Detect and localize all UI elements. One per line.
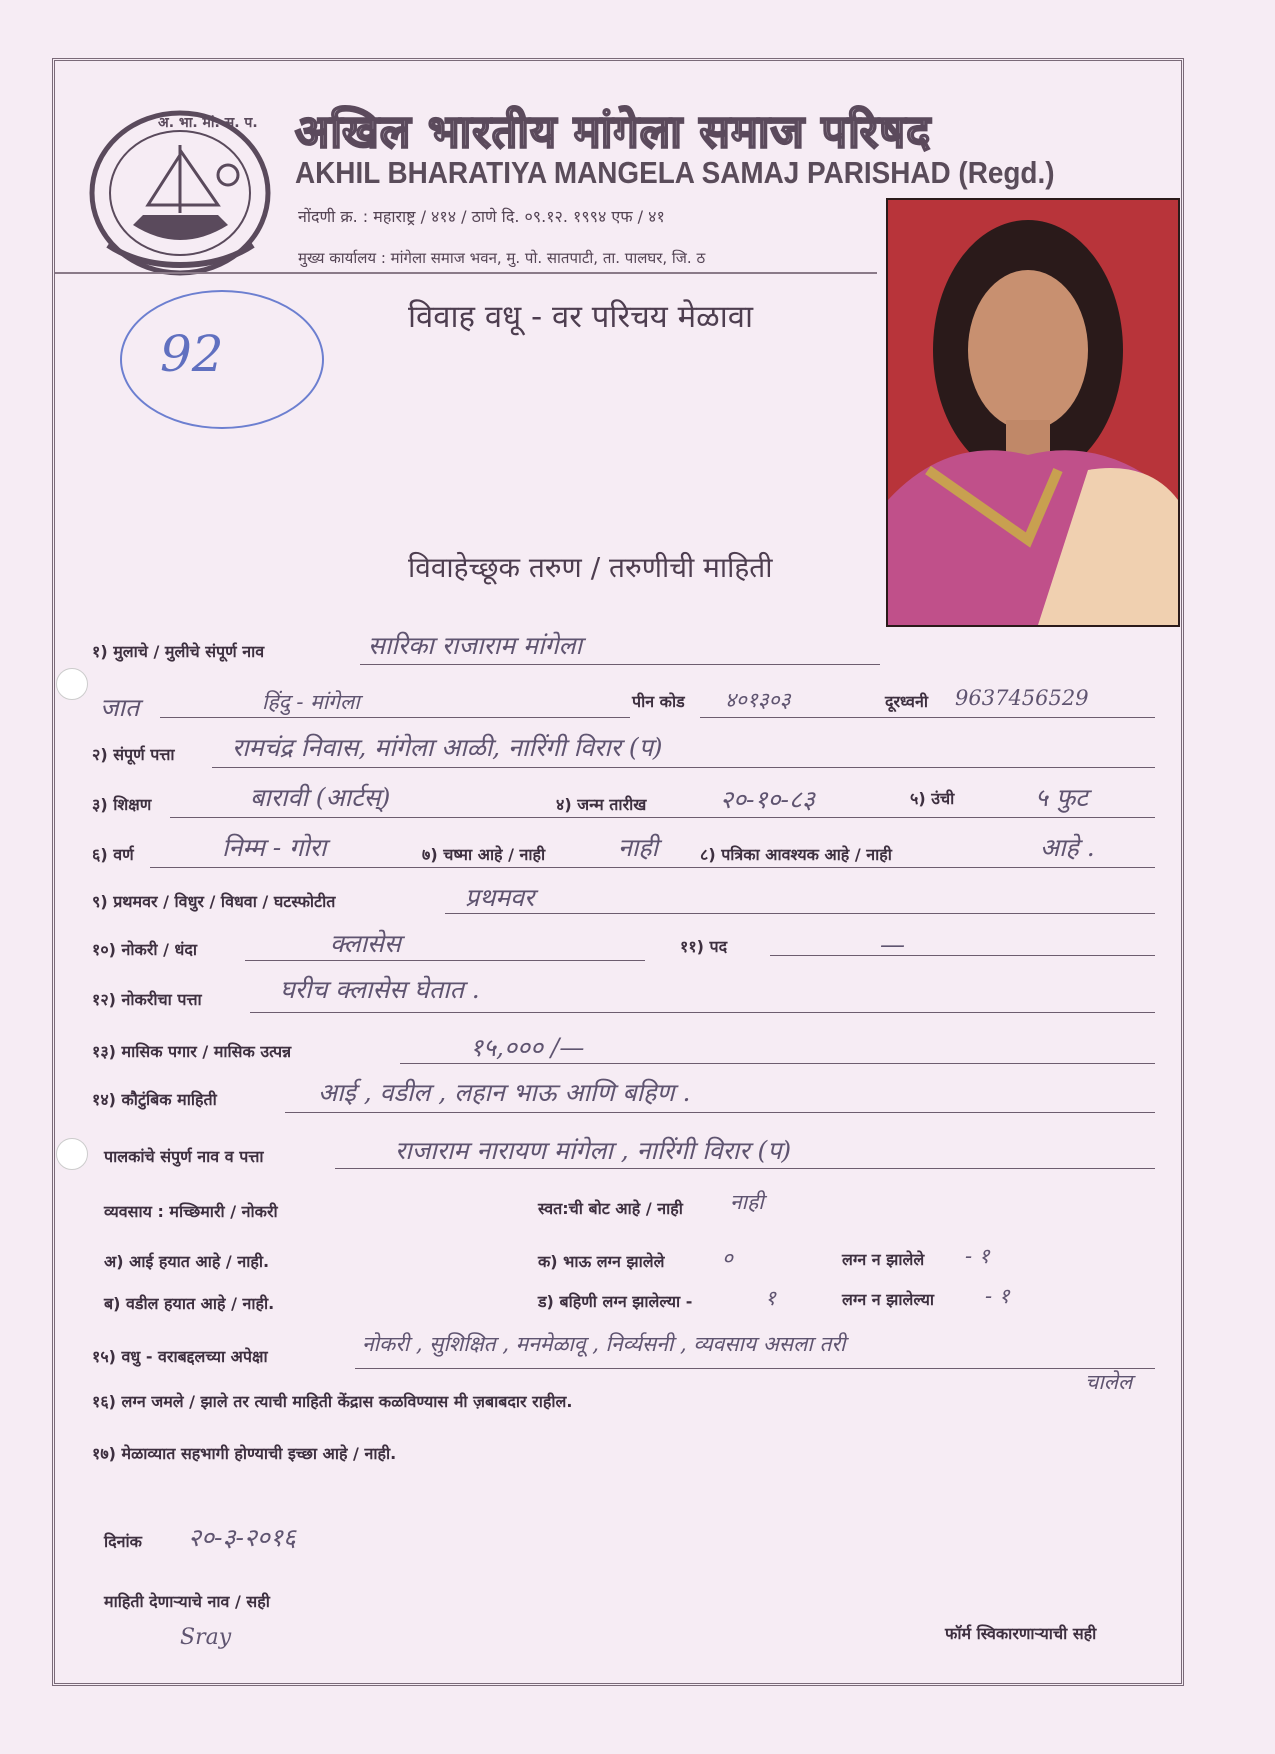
- job-address-line: [250, 1012, 1155, 1013]
- name-label: १) मुलाचे / मुलीचे संपूर्ण नाव: [92, 642, 265, 661]
- job-label: १०) नोकरी / धंदा: [92, 940, 197, 959]
- job-line: [245, 960, 645, 961]
- brother-married-label: क) भाऊ लग्न झालेले: [538, 1252, 665, 1271]
- horoscope-label: ८) पत्रिका आवश्यक आहे / नाही: [700, 845, 892, 864]
- dob-label: ४) जन्म तारीख: [556, 795, 647, 814]
- job-value[interactable]: क्लासेस: [330, 929, 401, 958]
- post-label: ११) पद: [680, 937, 728, 956]
- sister-unmarried-label: लग्न न झालेल्या: [842, 1290, 935, 1309]
- melava-title: विवाह वधू - वर परिचय मेळावा: [408, 299, 754, 335]
- brother-unmarried-value[interactable]: - १: [965, 1244, 990, 1268]
- phone-value[interactable]: 9637456529: [955, 686, 1089, 710]
- specs-label: ७) चष्मा आहे / नाही: [422, 845, 546, 864]
- address-line: [212, 767, 1155, 768]
- height-label: ५) उंची: [910, 789, 955, 808]
- mother-label: अ) आई हयात आहे / नाही.: [104, 1252, 270, 1271]
- title-marathi: अखिल भारतीय मांगेला समाज परिषद: [295, 105, 932, 158]
- clause-16: १६) लग्न जमले / झाले तर त्याची माहिती केंद्रास कळविण्यास मी ज़बाबदार राहील.: [92, 1392, 573, 1411]
- family-value[interactable]: आई , वडील , लहान भाऊ आणि बहिण .: [318, 1078, 691, 1107]
- complexion-value[interactable]: निम्म - गोरा: [222, 833, 327, 862]
- expectation-label: १५) वधु - वराबद्दलच्या अपेक्षा: [92, 1347, 268, 1366]
- marital-value[interactable]: प्रथमवर: [465, 883, 535, 912]
- parent-value[interactable]: राजाराम नारायण मांगेला , नारिंगी विरार (प): [395, 1136, 792, 1165]
- brother-married-value[interactable]: ०: [722, 1246, 733, 1270]
- post-line: [770, 955, 1155, 956]
- education-label: ३) शिक्षण: [92, 795, 152, 814]
- job-address-value[interactable]: घरीच क्लासेस घेतात .: [280, 975, 480, 1004]
- marital-line: [445, 913, 1155, 914]
- income-label: १३) मासिक पगार / मासिक उत्पन्न: [92, 1042, 292, 1061]
- family-line: [285, 1112, 1155, 1113]
- header-divider: [55, 272, 877, 274]
- caste-label: जात: [100, 693, 140, 722]
- horoscope-value[interactable]: आहे .: [1040, 833, 1095, 862]
- title-english: AKHIL BHARATIYA MANGELA SAMAJ PARISHAD (Regd.): [295, 155, 1055, 190]
- applicant-photo: [886, 198, 1180, 627]
- expectation-line: [355, 1368, 1155, 1369]
- address-value[interactable]: रामचंद्र निवास, मांगेला आळी, नारिंगी विरार (प): [232, 733, 663, 762]
- signature: Sray: [180, 1625, 232, 1650]
- expectation-value[interactable]: नोकरी , सुशिक्षित , मनमेळावू , निर्व्यसनी , व्यवसाय असला तरी: [362, 1332, 846, 1356]
- business-label: व्यवसाय : मच्छिमारी / नोकरी: [104, 1202, 278, 1221]
- sister-married-label: ड) बहिणी लग्न झालेल्या -: [538, 1292, 693, 1311]
- brother-unmarried-label: लग्न न झालेले: [842, 1250, 925, 1269]
- sister-married-value[interactable]: १: [765, 1286, 776, 1310]
- receiver-label: फॉर्म स्विकारणाऱ्याची सही: [945, 1624, 1097, 1643]
- height-value[interactable]: ५ फुट: [1035, 783, 1088, 812]
- address-label: २) संपूर्ण पत्ता: [92, 745, 175, 764]
- pincode-line: [700, 717, 1155, 718]
- dob-value[interactable]: २०-१०-८३: [720, 785, 815, 814]
- post-value[interactable]: —: [880, 930, 905, 959]
- binder-hole-bottom: [56, 1138, 88, 1170]
- signer-label: माहिती देणाऱ्याचे नाव / सही: [104, 1592, 270, 1611]
- caste-line: [160, 717, 630, 718]
- boat-label: स्वत:ची बोट आहे / नाही: [538, 1199, 683, 1218]
- parent-line: [335, 1168, 1155, 1169]
- date-value[interactable]: २०-३-२०१६: [188, 1523, 296, 1552]
- job-address-label: १२) नोकरीचा पत्ता: [92, 990, 202, 1009]
- name-value[interactable]: सारिका राजाराम मांगेला: [368, 631, 582, 660]
- boat-value[interactable]: नाही: [730, 1190, 764, 1214]
- income-value[interactable]: १५,००० /—: [470, 1033, 585, 1062]
- clause-17: १७) मेळाव्यात सहभागी होण्याची इच्छा आहे / नाही.: [92, 1444, 397, 1463]
- name-line: [360, 664, 880, 665]
- registration-line: नोंदणी क्र. : महाराष्ट्र / ४१४ / ठाणे दि. ०९.१२. १९९४ एफ / ४१: [298, 207, 665, 226]
- phone-label: दूरध्वनी: [885, 692, 928, 711]
- expectation-extra[interactable]: चालेल: [1085, 1370, 1133, 1394]
- parent-label: पालकांचे संपुर्ण नाव व पत्ता: [104, 1147, 264, 1166]
- office-line: मुख्य कार्यालय : मांगेला समाज भवन, मु. पो. सातपाटी, ता. पालघर, जि. ठ: [298, 249, 706, 267]
- father-label: ब) वडील हयात आहे / नाही.: [104, 1294, 275, 1313]
- complexion-line: [150, 867, 1155, 868]
- education-line: [170, 817, 1155, 818]
- portrait-image: [888, 200, 1178, 625]
- serial-number: 92: [160, 325, 224, 383]
- complexion-label: ६) वर्ण: [92, 845, 134, 864]
- sister-unmarried-value[interactable]: - १: [985, 1284, 1010, 1308]
- specs-value[interactable]: नाही: [618, 833, 659, 862]
- pincode-label: पीन कोड: [632, 692, 685, 711]
- family-label: १४) कौटुंबिक माहिती: [92, 1090, 217, 1109]
- marital-label: ९) प्रथमवर / विधुर / विधवा / घटस्फोटीत: [92, 892, 336, 911]
- education-value[interactable]: बारावी (आर्टस्): [250, 783, 391, 812]
- caste-value[interactable]: हिंदु - मांगेला: [262, 690, 360, 714]
- binder-hole-top: [56, 668, 88, 700]
- date-label: दिनांक: [104, 1532, 142, 1551]
- logo-text: अ. भा. मां. स. प.: [158, 115, 258, 131]
- pincode-value[interactable]: ४०१३०३: [725, 688, 791, 712]
- society-logo: [88, 105, 273, 280]
- info-title: विवाहेच्छूक तरुण / तरुणीची माहिती: [408, 551, 773, 584]
